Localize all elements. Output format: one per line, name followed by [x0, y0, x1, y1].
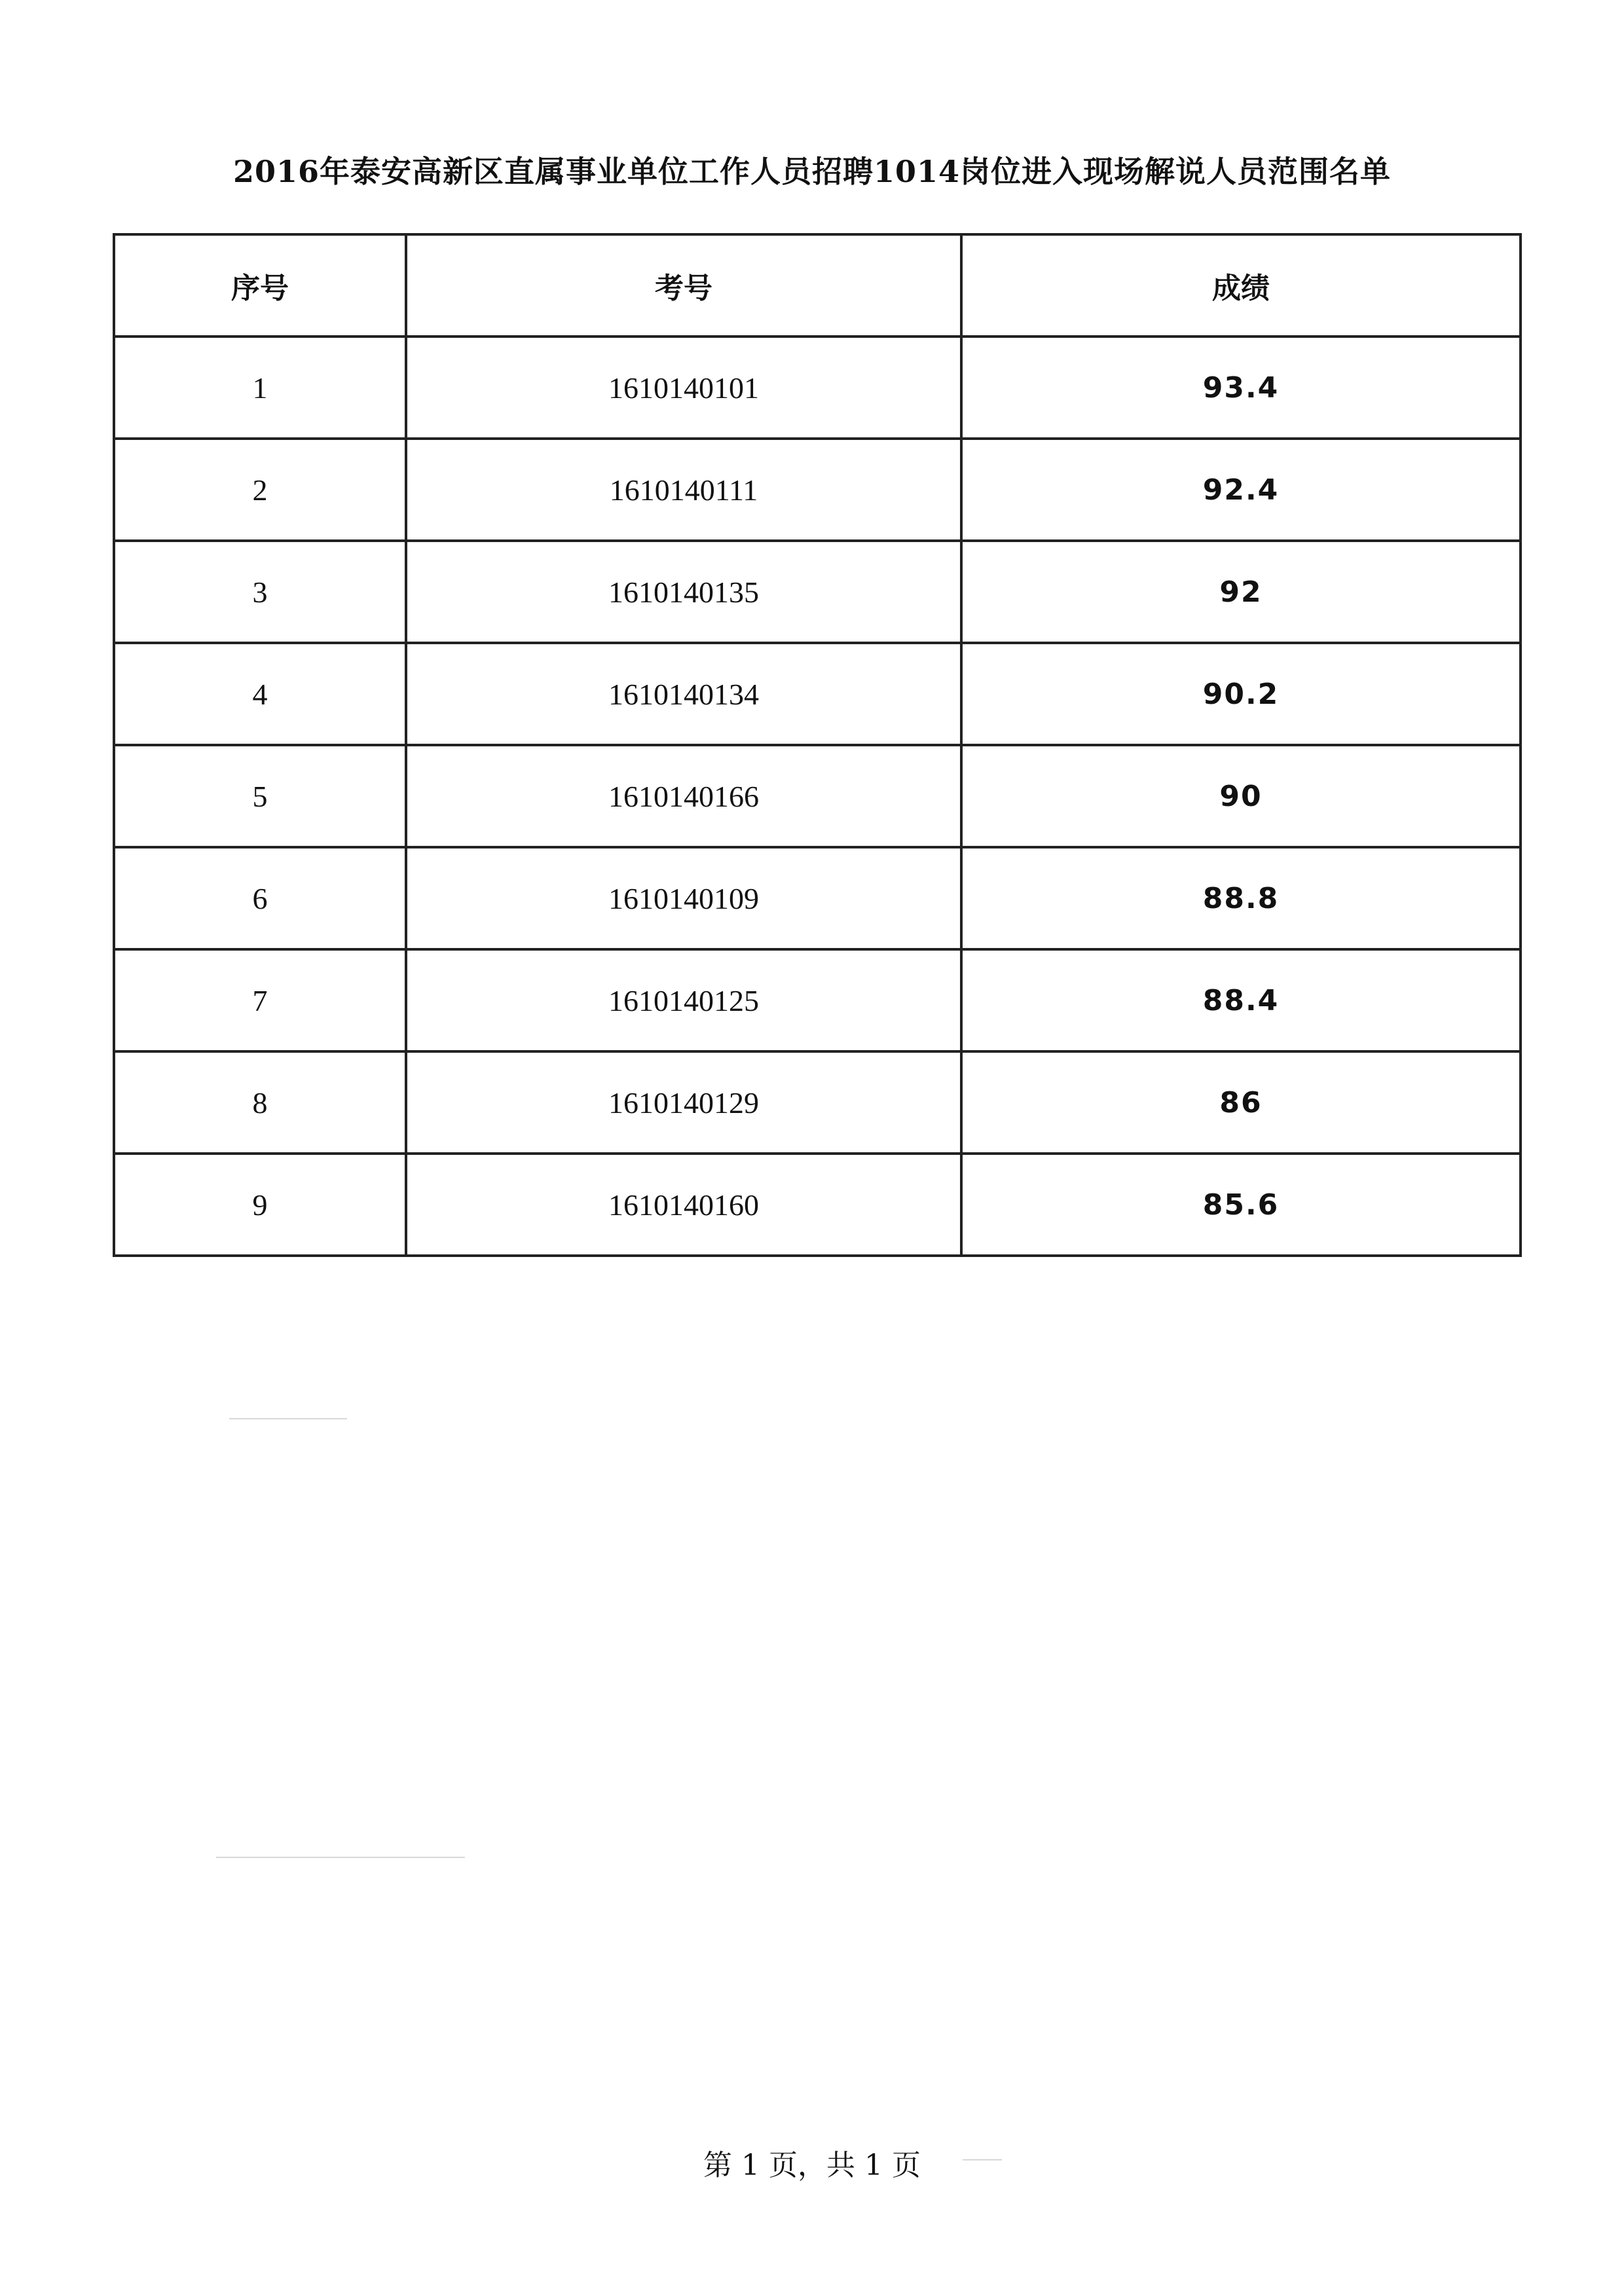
- cell-score: 93.4: [961, 337, 1521, 439]
- cell-score: 90.2: [961, 643, 1521, 745]
- header-exam-id: 考号: [406, 234, 961, 337]
- header-score: 成绩: [961, 234, 1521, 337]
- cell-seq: 7: [114, 949, 406, 1051]
- header-seq: 序号: [114, 234, 406, 337]
- cell-score: 85.6: [961, 1154, 1521, 1256]
- scan-artifact-line: [229, 1418, 347, 1419]
- table-row: [114, 541, 1521, 643]
- cell-exam-id: 1610140125: [406, 949, 961, 1051]
- cell-score: 88.4: [961, 949, 1521, 1051]
- cell-score: 86: [961, 1051, 1521, 1154]
- cell-seq: 2: [114, 439, 406, 541]
- table-row: [114, 439, 1521, 541]
- scan-artifact-line: [216, 1857, 465, 1858]
- cell-seq: 8: [114, 1051, 406, 1154]
- cell-score: 92.4: [961, 439, 1521, 541]
- table-row: [114, 1154, 1521, 1256]
- cell-exam-id: 1610140134: [406, 643, 961, 745]
- cell-score: 92: [961, 541, 1521, 643]
- document-title: 2016年泰安高新区直属事业单位工作人员招聘1014岗位进入现场解说人员范围名单: [232, 154, 1392, 189]
- table-row: [114, 337, 1521, 439]
- table-row: [114, 949, 1521, 1051]
- cell-exam-id: 1610140166: [406, 745, 961, 847]
- cell-exam-id: 1610140101: [406, 337, 961, 439]
- cell-seq: 6: [114, 847, 406, 949]
- cell-score: 90: [961, 745, 1521, 847]
- cell-seq: 5: [114, 745, 406, 847]
- cell-seq: 4: [114, 643, 406, 745]
- table-header-row: [114, 234, 1521, 337]
- table-row: [114, 1051, 1521, 1154]
- cell-seq: 3: [114, 541, 406, 643]
- cell-score: 88.8: [961, 847, 1521, 949]
- table-row: [114, 847, 1521, 949]
- cell-exam-id: 1610140135: [406, 541, 961, 643]
- cell-exam-id: 1610140129: [406, 1051, 961, 1154]
- cell-exam-id: 1610140111: [406, 439, 961, 541]
- table-row: [114, 745, 1521, 847]
- cell-seq: 1: [114, 337, 406, 439]
- results-table: [113, 233, 1522, 1257]
- cell-seq: 9: [114, 1154, 406, 1256]
- cell-exam-id: 1610140160: [406, 1154, 961, 1256]
- page-footer: 第 1 页，共 1 页: [703, 2149, 921, 2182]
- cell-exam-id: 1610140109: [406, 847, 961, 949]
- table-row: [114, 643, 1521, 745]
